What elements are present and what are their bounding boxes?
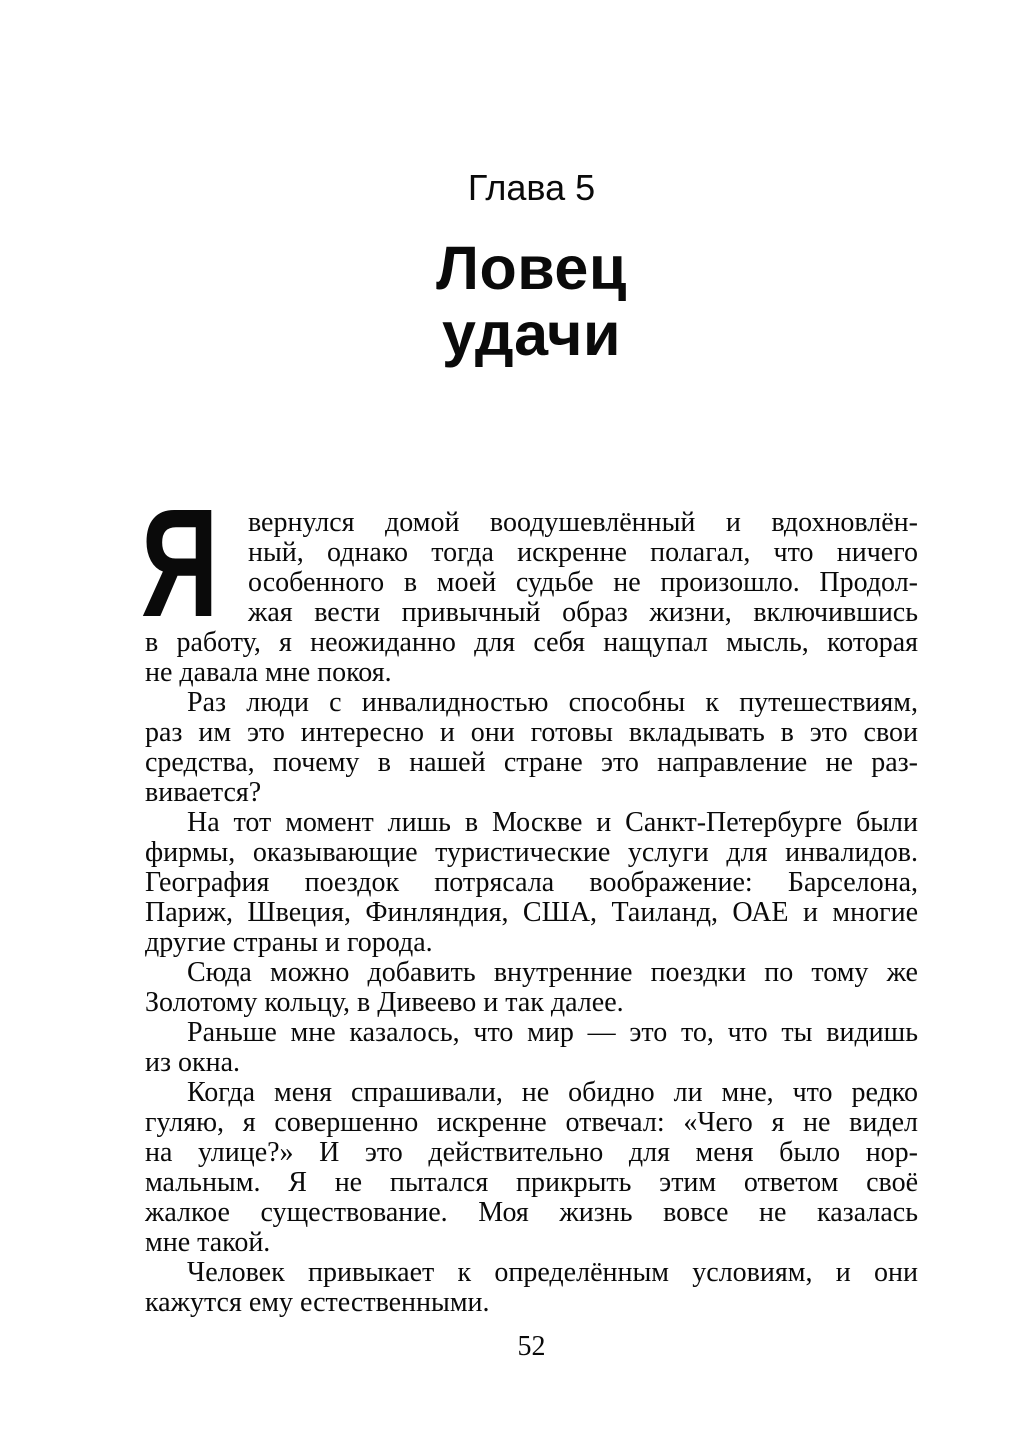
text-line: Раньше мне казалось, что мир — это то, что ты видишь xyxy=(187,1017,918,1048)
paragraph xyxy=(145,1078,918,1258)
paragraph xyxy=(141,477,918,688)
text-line: География поездок потрясала воображение: Барселона, xyxy=(145,867,918,898)
text-line: Когда меня спрашивали, не обидно ли мне, что редко xyxy=(187,1077,918,1108)
text-line: не давала мне покоя. xyxy=(145,657,392,688)
paragraph xyxy=(145,1018,918,1078)
text-line: жая вести привычный образ жизни, включившись xyxy=(248,597,918,628)
text-line: На тот момент лишь в Москве и Санкт-Петербурге были xyxy=(187,807,918,838)
text-line: жалкое существование. Моя жизнь вовсе не казалась xyxy=(145,1197,918,1228)
paragraph xyxy=(145,688,918,808)
paragraph xyxy=(145,958,918,1018)
chapter-label: Глава 5 xyxy=(467,167,596,208)
text-line: в работу, я неожиданно для себя нащупал мысль, которая xyxy=(145,627,918,658)
text-line: из окна. xyxy=(145,1047,241,1078)
text-line: Раз люди с инвалидностью способны к путешествиям, xyxy=(187,687,918,718)
text-line: ный, однако тогда искренне полагал, что ничего xyxy=(248,537,918,568)
text-line: мне такой. xyxy=(145,1227,271,1258)
body-text xyxy=(141,477,918,1318)
text-line: Человек привыкает к определённым условиям, и они xyxy=(187,1257,918,1288)
text-line: особенного в моей судьбе не произошло. Продол- xyxy=(248,567,918,598)
paragraph xyxy=(145,808,918,958)
page-number: 52 xyxy=(517,1331,546,1362)
text-line: Париж, Швеция, Финляндия, США, Таиланд, ОАЕ и многие xyxy=(145,897,918,928)
text-line: средства, почему в нашей стране это направление не раз- xyxy=(145,747,918,778)
chapter-title xyxy=(145,235,918,367)
text-line: другие страны и города. xyxy=(145,927,433,958)
chapter-title-line-1: Ловец xyxy=(436,234,627,302)
text-line: на улице?» И это действительно для меня было нор- xyxy=(145,1137,918,1168)
text-line: фирмы, оказывающие туристические услуги для инвалидов. xyxy=(145,837,918,868)
chapter-title-line-2: удачи xyxy=(442,300,621,368)
dropcap xyxy=(141,477,219,649)
text-line: вивается? xyxy=(145,777,262,808)
text-line: мальным. Я не пытался прикрыть этим ответом своё xyxy=(145,1167,918,1198)
text-line: вернулся домой воодушевлённый и вдохновлён- xyxy=(248,507,918,538)
dropcap-letter: Я xyxy=(141,477,219,649)
paragraph xyxy=(145,1258,918,1318)
text-line: раз им это интересно и они готовы вкладывать в это свои xyxy=(145,717,918,748)
text-line: гуляю, я совершенно искренне отвечал: «Чего я не видел xyxy=(145,1107,918,1138)
text-line: кажутся ему естественными. xyxy=(145,1287,490,1318)
text-line: Золотому кольцу, в Дивеево и так далее. xyxy=(145,987,624,1018)
text-line: Сюда можно добавить внутренние поездки по тому же xyxy=(187,957,918,988)
